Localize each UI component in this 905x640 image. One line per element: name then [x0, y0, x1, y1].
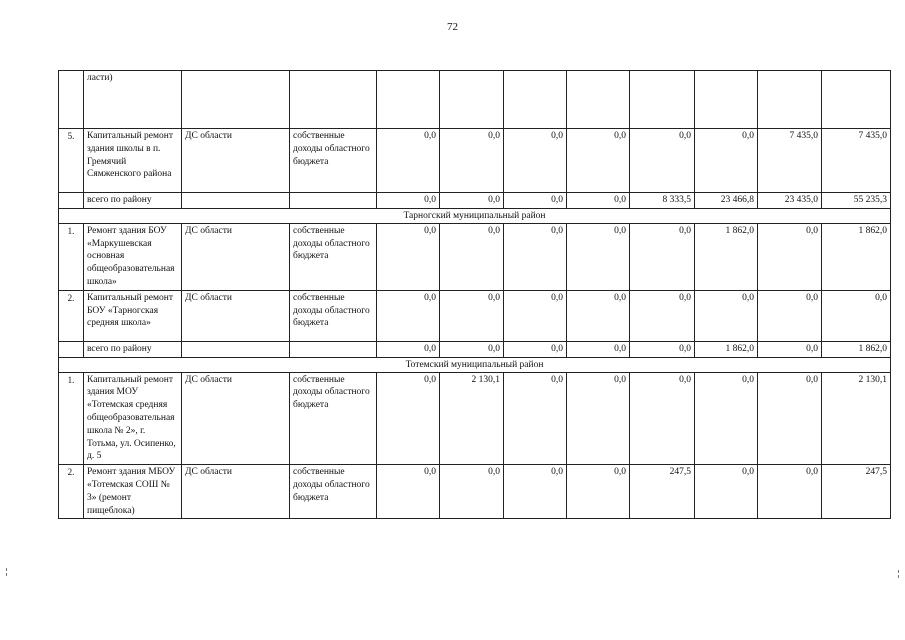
- value-cell: 7 435,0: [822, 129, 891, 193]
- funding-source: собственные доходы областного бюджета: [290, 129, 377, 193]
- value-cell: 0,0: [377, 129, 440, 193]
- object-name: Капитальный ремонт здания школы в п. Гремячий Сямженского района: [84, 129, 182, 193]
- value-cell: 0,0: [504, 341, 567, 357]
- value-cell: 0,0: [630, 372, 695, 465]
- value-cell: 0,0: [758, 465, 822, 519]
- value-cell: 0,0: [567, 193, 630, 209]
- row-number: 1.: [59, 223, 84, 290]
- row-number: 2.: [59, 465, 84, 519]
- funding-source: собственные доходы областного бюджета: [290, 223, 377, 290]
- program-table: [58, 70, 891, 519]
- value-cell: 2 130,1: [822, 372, 891, 465]
- customer: ДС области: [182, 372, 290, 465]
- value-cell: 247,5: [822, 465, 891, 519]
- value-cell: 0,0: [567, 223, 630, 290]
- value-cell: 0,0: [630, 223, 695, 290]
- value-cell: 8 333,5: [630, 193, 695, 209]
- section-title: Тотемский муниципальный район: [59, 357, 891, 372]
- value-cell: 0,0: [695, 372, 758, 465]
- section-header-row: [59, 357, 891, 372]
- section-header-row: [59, 208, 891, 223]
- continuation-text: ласти): [84, 71, 182, 129]
- value-cell: 0,0: [377, 223, 440, 290]
- district-total-row: [59, 341, 891, 357]
- value-cell: 0,0: [567, 341, 630, 357]
- customer: ДС области: [182, 223, 290, 290]
- value-cell: 0,0: [695, 465, 758, 519]
- row-number: 2.: [59, 290, 84, 341]
- customer: ДС области: [182, 290, 290, 341]
- value-cell: 0,0: [377, 290, 440, 341]
- value-cell: 0,0: [567, 465, 630, 519]
- value-cell: 0,0: [440, 193, 504, 209]
- value-cell: 0,0: [695, 290, 758, 341]
- table-row: [59, 465, 891, 519]
- total-label: всего по району: [84, 193, 182, 209]
- value-cell: 0,0: [440, 465, 504, 519]
- funding-source: собственные доходы областного бюджета: [290, 290, 377, 341]
- value-cell: 0,0: [377, 465, 440, 519]
- value-cell: 0,0: [440, 341, 504, 357]
- value-cell: 0,0: [630, 290, 695, 341]
- value-cell: 0,0: [630, 341, 695, 357]
- value-cell: 0,0: [440, 290, 504, 341]
- row-number: 1.: [59, 372, 84, 465]
- value-cell: 1 862,0: [695, 341, 758, 357]
- table-row: [59, 223, 891, 290]
- value-cell: 0,0: [504, 223, 567, 290]
- value-cell: 0,0: [758, 341, 822, 357]
- value-cell: 0,0: [504, 465, 567, 519]
- object-name: Капитальный ремонт здания МОУ «Тотемская средняя общеобразовательная школа № 2», г. Тотьма, ул. Осипенко, д. 5: [84, 372, 182, 465]
- value-cell: 1 862,0: [822, 223, 891, 290]
- funding-source: собственные доходы областного бюджета: [290, 372, 377, 465]
- value-cell: 0,0: [377, 193, 440, 209]
- value-cell: 0,0: [630, 129, 695, 193]
- value-cell: 0,0: [695, 129, 758, 193]
- value-cell: 0,0: [377, 341, 440, 357]
- total-label: всего по району: [84, 341, 182, 357]
- table-row: [59, 290, 891, 341]
- customer: ДС области: [182, 465, 290, 519]
- value-cell: 247,5: [630, 465, 695, 519]
- district-total-row: [59, 193, 891, 209]
- funding-source: собственные доходы областного бюджета: [290, 465, 377, 519]
- customer: ДС области: [182, 129, 290, 193]
- table-row: [59, 372, 891, 465]
- object-name: Ремонт здания МБОУ «Тотемская СОШ № 3» (ремонт пищеблока): [84, 465, 182, 519]
- value-cell: 0,0: [567, 129, 630, 193]
- value-cell: 0,0: [440, 223, 504, 290]
- continuation-row: [59, 71, 891, 129]
- value-cell: 0,0: [377, 372, 440, 465]
- value-cell: 0,0: [758, 223, 822, 290]
- value-cell: 7 435,0: [758, 129, 822, 193]
- scan-mark-left: [6, 568, 8, 576]
- value-cell: 0,0: [567, 372, 630, 465]
- value-cell: 0,0: [758, 290, 822, 341]
- table-row: [59, 129, 891, 193]
- page-number: 72: [447, 21, 458, 33]
- value-cell: 0,0: [440, 129, 504, 193]
- value-cell: 23 435,0: [758, 193, 822, 209]
- value-cell: 2 130,1: [440, 372, 504, 465]
- section-title: Тарногский муниципальный район: [59, 208, 891, 223]
- value-cell: 0,0: [758, 372, 822, 465]
- value-cell: 0,0: [822, 290, 891, 341]
- value-cell: 0,0: [504, 193, 567, 209]
- value-cell: 23 466,8: [695, 193, 758, 209]
- value-cell: 55 235,3: [822, 193, 891, 209]
- value-cell: 0,0: [567, 290, 630, 341]
- object-name: Ремонт здания БОУ «Маркушевская основная общеобразовательная школа»: [84, 223, 182, 290]
- value-cell: 0,0: [504, 290, 567, 341]
- value-cell: 0,0: [504, 129, 567, 193]
- row-number: 5.: [59, 129, 84, 193]
- value-cell: 1 862,0: [695, 223, 758, 290]
- object-name: Капитальный ремонт БОУ «Тарногская средняя школа»: [84, 290, 182, 341]
- scan-mark-right: [898, 570, 900, 578]
- value-cell: 1 862,0: [822, 341, 891, 357]
- value-cell: 0,0: [504, 372, 567, 465]
